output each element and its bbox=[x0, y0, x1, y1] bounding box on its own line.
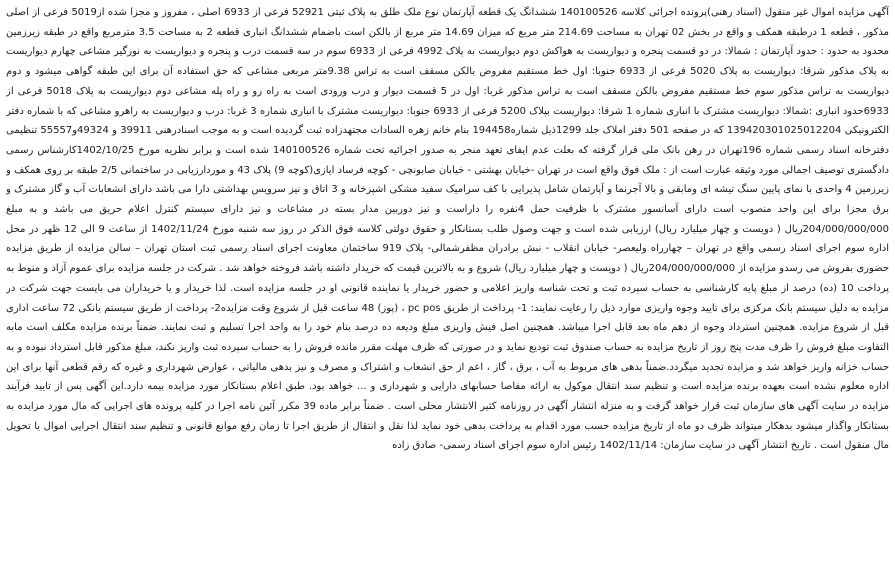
auction-notice-document bbox=[6, 3, 889, 568]
notice-body-text: آگهی مزایده اموال غیر منقول (اسناد رهنی)پرونده اجرائی کلاسه 140100526 ششدانگ یک قطعه آپارتمان نوع ملک طلق به پلاک ثبتی 52921 فرعی از 6933 اصلی ، مفروز و مجزا شده از5019 فرعی از اصلی مذکور ، قطعه 1 درطبقه همکف و واقع در بخش 02 تهران به مساحت 214.69 متر مربع که میزان 14.69 متر مربع از بالکن است باضمام ششدانگ انباری قطعه 2 به مساحت 3.5 مترمربع واقع در طبقه زیرزمین محدود به حدود : حدود آپارتمان : شمالا: در دو قسمت پنجره و دیواریست به هواکش دوم دیواریست به پلاک 4992 فرعی از 6933 سوم در سه قسمت درب و پنجره و دیواریست به نورگیر مشاعی چهارم دیواریست به پلاک مذکور شرقا: دیواریست به پلاک 5020 فرعی از 6933 جنوبا: اول خط مستقیم مفروض بالکن مسقف است به تراس 9.38متر مربعی مشاعی که حق استفاده آن برای این طبقه گواهی میشود و دوم دیواریست به تراس مذکور سوم خط مستقیم مفروض بالکن مسقف است به تراس مذکور غربا: اول در 5 قسمت دیوار و درب ورودی است به راه رو و راه پله مشاعی دوم دیواریست به پلاک 5018 فرعی از 6933حدود انباری :شمالا: دیواریست مشترک با انباری شماره 1 شرقا: دیواریست بپلاک 5200 فرعی از 6933 جنوبا: دیواریست مشترک با انباری شماره 3 غربا: درب و دیواریست به راهرو مشاعی که با شماره دفتر الکترونیکی 139420301025012204 که در صفحه 501 دفتر املاک جلد 1299ذیل شماره194458 بنام خانم زهره السادات مجتهدزاده ثبت گردیده است و به موجب اسنادرهنی 39911 و 49324و55557 تنظیمی دفترخانه اسناد رسمی شماره 196تهران در رهن بانک ملی قرار گرفته که بعلت عدم ایفای تعهد منجر به صدور اجرائیه تحت شماره 140100526 شده است و برابر نظریه مورخ 1402/10/25کارشناس رسمی دادگستری توصیف اجمالی مورد وثیقه عبارت است از : ملک فوق واقع است در تهران -خیابان بهشتی - خیابان صابونچی - کوچه فرساد ایازی(کوچه 9) پلاک 43 و موردارزیابی در ساختمانی 2/5 طبقه بر روی همکف و زیرزمین 4 واحدی با نمای پایین سنگ تیشه ای ومابقی و بالا آجرنما و آپارتمان شامل پذیرایی با کف سرامیک سفید مشکی اشپزخانه و 3 اتاق و نیز سرویس بهداشتی دارا می باشد دارای انشعابات آب و گاز مشترک و برق مجزا برای این واحد منصوب است دارای آسانسور مشترک با ظرفیت حمل 4نفره را داراست و نیز دوربین مدار بسته در مشاعات و نیز دارای سیستم کنترل اعلام حریق می باشد و به مبلغ 204/000/000/000ریال ( دویست و چهار میلیارد ریال) ارزیابی شده است و جهت وصول طلب بستانکار و حقوق دولتی کلاسه فوق الذکر در روز سه شنبه مورخ 1402/11/24 از ساعت 9 الی 12 ظهر در محل اداره سوم اجرای اسناد رسمی واقع در تهران – چهارراه ولیعصر- خیابان انقلاب - نبش برادران مظفرشمالی- پلاک 919 ساختمان معاونت اجرای اسناد رسمی ثبت استان تهران – سالن مزایده از طریق مزایده حضوری بفروش می رسدو مزایده از 204/000/000/000ریال ( دویست و چهار میلیارد ریال) شروع و به بالاترین قیمت که خریدار داشته باشد فروخته خواهد شد . شرکت در جلسه مزایده برای عموم آزاد و منوط به پرداخت 10 (ده) درصد از مبلغ پایه کارشناسی به حساب سپرده ثبت و تحت شناسه واریز اعلامی و حضور خریدار یا نماینده قانونی او در جلسه مزایده است. لذا خریدار و یا خریداران می بایست جهت شرکت در مزایده به دلیل سیستم بانک مرکزی برای تایید وجوه واریزی موارد ذیل را رعایت نمایند: 1- پرداخت از طریق pc pos ، (پوز) 48 ساعت قبل از شروع وقت مزایده2- پرداخت از طریق سیستم بانکی 72 ساعت اداری قبل از شروع مزایده. همچنین استرداد وجوه از دهم ماه بعد قابل اجرا میباشد. همچنین اصل فیش واریزی مبلغ ودیعه ده درصد بنام خود را به واحد اجرا تسلیم و ثبت نمایند. ضمناً برنده مزایده مکلف است مابه التفاوت مبلغ فروش را ظرف مدت پنج روز از تاریخ مزایده به حساب صندوق ثبت تودیع نماید و در صورتی که ظرف مهلت مقرر مانده فروش را به حساب سپرده ثبت واریز نکند، مبلغ مذکور قابل استرداد نبوده و به حساب خزانه واریز خواهد شد و مزایده تجدید میگردد.ضمناً بدهی های مربوط به آب ، برق ، گاز ، اعم از حق انشعاب و اشتراک و مصرف و نیز بدهی مالیاتی ، عوارض شهرداری و غیره که رقم قطعی آنها برای این اداره معلوم نشده است بعهده برنده مزایده است و تنظیم سند انتقال موکول به ارائه مفاصا حسابهای دارایی و شهرداری و ... خواهد بود. طبق اعلام بستانکار مورد مزایده بیمه دارد.این آگهی پس از تایید فرآیند مزایده در سایت آگهی های سازمان ثبت قرار خواهد گرفت و به منزله انتشار آگهی در روزنامه کثیر الانتشار محلی است . ضمناً برابر ماده 39 مکرر آئین نامه اجرا در کلیه پرونده های اجرایی که مال مورد مزایده به بستانکار واگذار میشود بدهکار میتواند ظرف دو ماه از تاریخ مزایده حسب مورد اقدام به پرداخت بدهی خود نماید لذا نقل و انتقال از طریق اجرا تا زمان رفع موانع قانونی و تنظیم سند انتقال اجرایی اموال یا تحویل مال منقول است . تاریخ انتشار آگهی در سایت سازمان: 1402/11/14 رئیس اداره سوم اجرای اسناد رسمی- صادق زاده bbox=[6, 7, 889, 452]
